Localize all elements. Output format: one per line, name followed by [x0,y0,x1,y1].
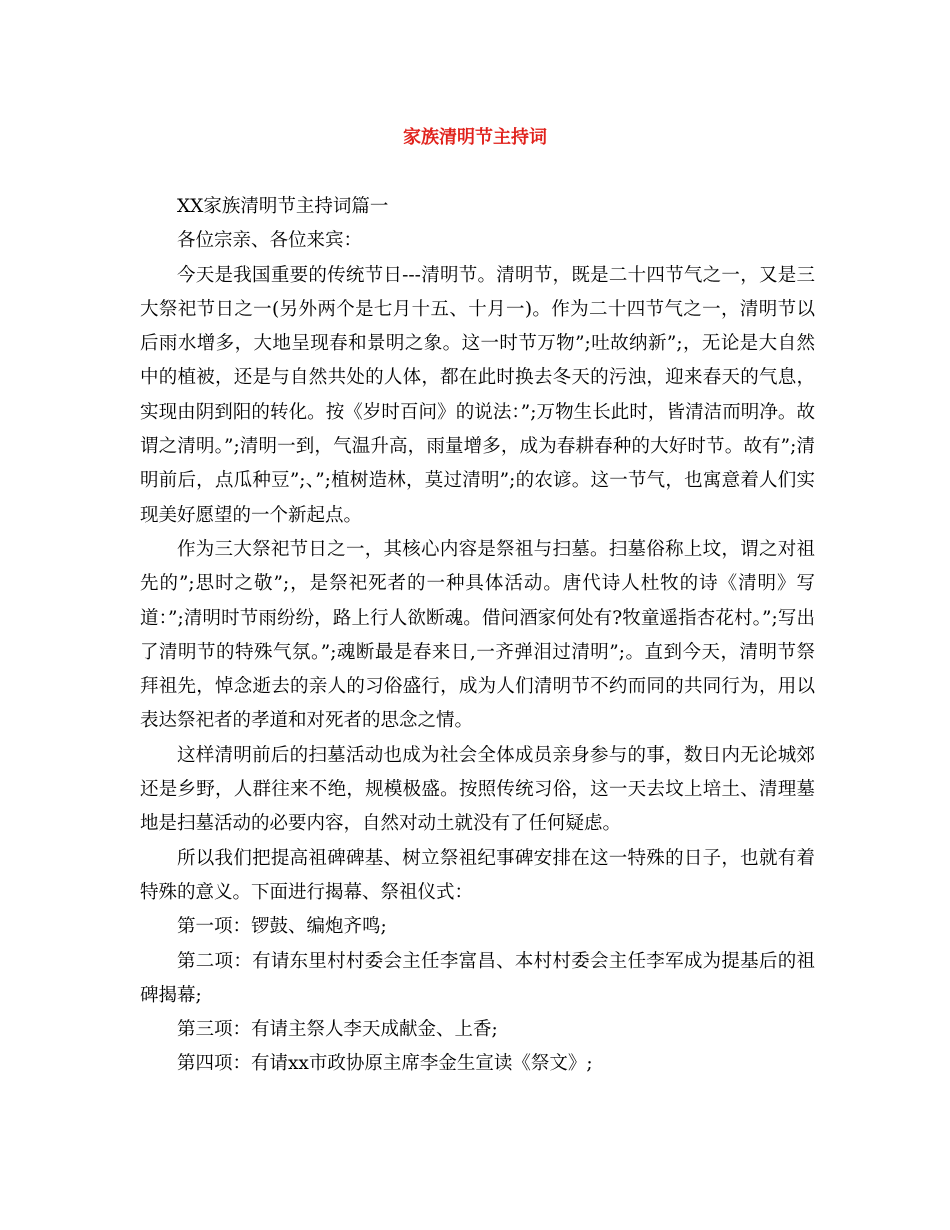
body-paragraph: 作为三大祭祀节日之一，其核心内容是祭祖与扫墓。扫墓俗称上坟，谓之对祖先的”;思时之敬”;，是祭祀死者的一种具体活动。唐代诗人杜牧的诗《清明》写道：”;清明时节雨纷纷，路上行人欲断魂。借问酒家何处有?牧童遥指杏花村。”;写出了清明节的特殊气氛。”;魂断最是春来日,一齐弹泪过清明”;。直到今天，清明节祭拜祖先，悼念逝去的亲人的习俗盛行，成为人们清明节不约而同的共同行为，用以表达祭祀者的孝道和对死者的思念之情。 [140,538,815,732]
body-paragraph: 这样清明前后的扫墓活动也成为社会全体成员亲身参与的事，数日内无论城郊还是乡野，人群往来不绝，规模极盛。按照传统习俗，这一天去坟上培土、清理墓地是扫墓活动的必要内容，自然对动土就没有了任何疑虑。 [140,744,815,835]
body-paragraph: 今天是我国重要的传统节日---清明节。清明节，既是二十四节气之一，又是三大祭祀节日之一(另外两个是七月十五、十月一)。作为二十四节气之一，清明节以后雨水增多，大地呈现春和景明之象。这一时节万物”;吐故纳新”;，无论是大自然中的植被，还是与自然共处的人体，都在此时换去冬天的污浊，迎来春天的气息，实现由阴到阳的转化。按《岁时百问》的说法：”;万物生长此时，皆清洁而明净。故谓之清明。”;清明一到，气温升高，雨量增多，成为春耕春种的大好时节。故有”;清明前后，点瓜种豆”;、”;植树造林，莫过清明”;的农谚。这一节气，也寓意着人们实现美好愿望的一个新起点。 [140,264,815,526]
salutation: 各位宗亲、各位来宾： [177,230,363,252]
ceremony-item: 第二项：有请东里村村委会主任李富昌、本村村委会主任李军成为提基后的祖碑揭幕; [140,950,815,1006]
body-paragraph: 所以我们把提高祖碑碑基、树立祭祖纪事碑安排在这一特殊的日子，也就有着特殊的意义。下面进行揭幕、祭祖仪式： [140,847,815,903]
ceremony-item: 第三项：有请主祭人李天成献金、上香; [177,1019,498,1041]
ceremony-item: 第一项：锣鼓、编炮齐鸣; [177,916,387,938]
section-heading: XX家族清明节主持词篇一 [177,196,389,217]
document-body [140,190,815,1082]
ceremony-item: 第四项：有请xx市政协原主席李金生宣读《祭文》; [177,1053,593,1075]
document-title: 家族清明节主持词 [403,127,547,148]
